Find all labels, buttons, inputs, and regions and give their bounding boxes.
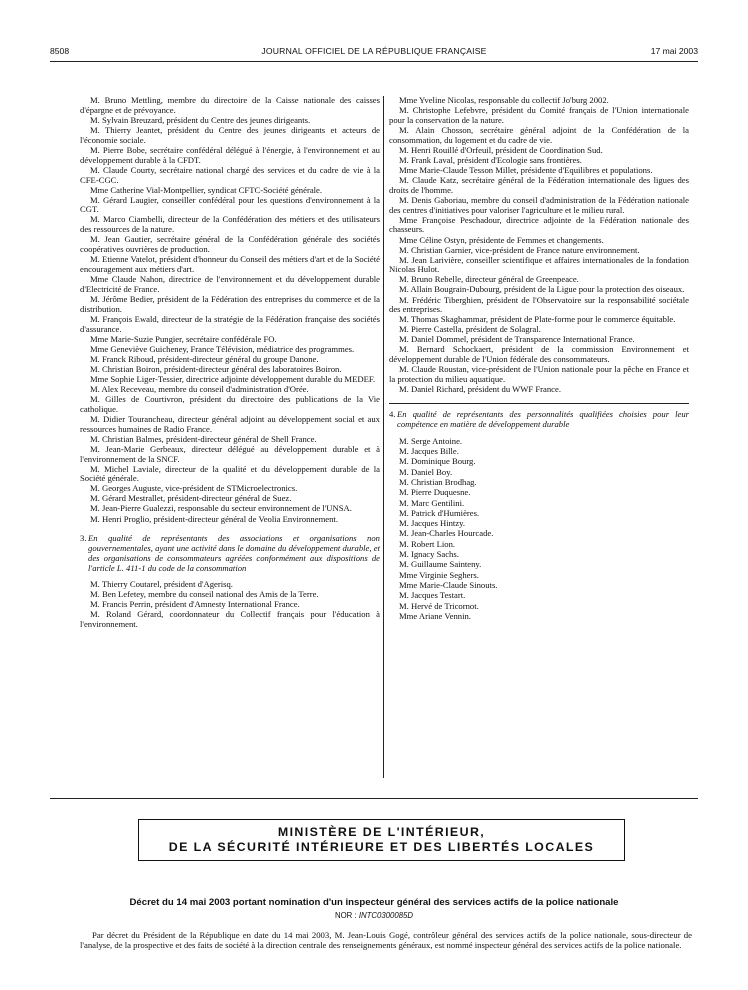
qualified-person: M. Daniel Boy.	[399, 466, 453, 477]
appointee-entry: M. Christophe Lefebvre, président du Comité français de l'Union internationale pour la conservation de la nature.	[389, 105, 689, 125]
appointee-entry: Mme Marie-Suzie Pungier, secrétaire confédérale FO.	[90, 333, 277, 344]
appointee-entry: M. Jean Larivière, conseiller scientifique et affaires internationales de la fondation Nicolas Hulot.	[389, 254, 689, 275]
qualified-person: M. Patrick d'Humières.	[399, 507, 480, 518]
decree-body: Par décret du Président de la République en date du 14 mai 2003, M. Jean-Louis Gogé, contrôleur général des services actifs de la police nationale, sous-directeur de l'analyse, de la prospective et des faits de société à la direction centrale des renseignements généraux, est nommé inspecteur général des services actifs de la police nationale.	[80, 930, 692, 951]
column-divider	[383, 96, 384, 778]
nor-reference	[50, 911, 698, 920]
section-4-rule	[389, 403, 689, 404]
section-3-heading	[80, 534, 380, 573]
footer-rule	[50, 798, 698, 799]
appointee-entry: Mme Geneviève Guicheney, France Télévision, médiatrice des programmes.	[90, 343, 355, 354]
appointee-entry: M. Frank Laval, président d'Ecologie sans frontières.	[399, 154, 582, 165]
nor-code: INTC0300085D	[358, 911, 414, 920]
appointee-entry: M. Jean-Marie Gerbeaux, directeur délégué au développement durable et à l'environnement de la SNCF.	[80, 443, 380, 464]
ministry-line-2: DE LA SÉCURITÉ INTÉRIEURE ET DES LIBERTÉS LOCALES	[168, 840, 595, 854]
appointee-entry: Mme Claude Nahon, directrice de l'environnement et du développement durable d'Electricité de France.	[80, 274, 380, 294]
appointee-entry: M. Ben Lefetey, membre du conseil national des Amis de la Terre.	[90, 588, 319, 599]
appointee-entry: M. Christian Garnier, vice-président de France nature environnement.	[399, 244, 640, 255]
appointee-entry: M. Gilles de Courtivron, président du directoire des publications de la Vie catholique.	[80, 393, 380, 414]
appointee-entry: M. Thierry Coutarel, président d'Agerisq.	[90, 578, 233, 589]
qualified-person: M. Hervé de Tricornot.	[399, 600, 479, 611]
appointee-entry: M. Denis Gaboriau, membre du conseil d'administration de la Fédération nationale des centres d'initiatives pour valoriser l'agriculture et le milieu rural.	[389, 194, 689, 215]
section-4-name-list	[389, 436, 689, 621]
appointee-entry: M. Thierry Jeantet, président du Centre des jeunes dirigeants et acteurs de l'économie sociale.	[80, 124, 380, 145]
section-3-text: En qualité de représentants des associations et organisations non gouvernementales, ayant une activité dans le domaine du développement durable, et des organisations de consommateurs agréées conformément aux dispositions de l'article L. 411-1 du code de la consommation	[88, 533, 380, 573]
header-rule	[50, 61, 698, 62]
appointee-entry: M. Jean-Pierre Gualezzi, responsable du secteur environnement de l'UNSA.	[90, 503, 352, 514]
appointee-entry: Mme Catherine Vial-Montpellier, syndicat CFTC-Société générale.	[90, 184, 323, 195]
appointee-entry: M. Etienne Vatelot, président d'honneur du Conseil des métiers d'art et de la Société encouragement aux métiers d'art.	[80, 254, 380, 275]
appointee-entry: M. Henri Rouillé d'Orfeuil, président de Coordination Sud.	[399, 144, 603, 155]
section-3-number: 3.	[80, 533, 87, 544]
appointee-entry: M. Claude Roustan, vice-président de l'Union nationale pour la pêche en France et la protection du milieu aquatique.	[389, 364, 689, 385]
qualified-person: M. Jean-Charles Hourcade.	[399, 528, 494, 539]
right-entry-list	[389, 96, 689, 395]
right-column	[389, 96, 689, 621]
appointee-entry: Mme Marie-Claude Tesson Millet, présidente d'Equilibres et populations.	[399, 164, 653, 175]
appointee-entry: M. Claude Katz, secrétaire général de la Fédération internationale des ligues des droits de l'homme.	[389, 174, 689, 195]
decree-title: Décret du 14 mai 2003 portant nomination d'un inspecteur général des services actifs de la police nationale	[129, 897, 619, 908]
appointee-entry: M. Jean Gautier, secrétaire général de la Confédération générale des sociétés coopératives ouvrières de production.	[80, 234, 380, 255]
appointee-entry: M. François Ewald, directeur de la stratégie de la Fédération française des sociétés d'assurance.	[80, 313, 380, 334]
appointee-entry: M. Allain Bougrain-Dubourg, président de la Ligue pour la protection des oiseaux.	[399, 284, 685, 295]
appointee-entry: M. Daniel Richard, président du WWF France.	[399, 384, 561, 395]
appointee-entry: M. Sylvain Breuzard, président du Centre des jeunes dirigeants.	[90, 114, 311, 125]
appointee-entry: M. Bernard Schockaert, président de la commission Environnement et développement durable de l'Union fédérale des consommateurs.	[389, 344, 689, 365]
qualified-person: M. Guillaume Sainteny.	[399, 559, 482, 570]
appointee-entry: M. Marco Ciambelli, directeur de la Confédération des métiers et des utilisateurs des ressources de la nature.	[80, 214, 380, 235]
appointee-entry: M. Francis Perrin, président d'Amnesty International France.	[90, 598, 300, 609]
ministry-box	[138, 819, 625, 861]
appointee-entry: M. Georges Auguste, vice-président de STMicroelectronics.	[90, 483, 298, 494]
appointee-entry: M. Christian Balmes, président-directeur général de Shell France.	[90, 433, 317, 444]
page-number: 8508	[50, 46, 70, 56]
section-4-text: En qualité de représentants des personnalités qualifiées choisies pour leur compétence en matière de développement durable	[397, 409, 689, 429]
left-column	[80, 96, 380, 630]
qualified-person: M. Pierre Duquesne.	[399, 487, 471, 498]
appointee-entry: M. Franck Riboud, président-directeur général du groupe Danone.	[90, 353, 319, 364]
ministry-line-1: MINISTÈRE DE L'INTÉRIEUR,	[277, 825, 486, 839]
page-header	[50, 46, 698, 60]
appointee-entry: M. Pierre Castella, président de Solagral.	[399, 324, 541, 335]
qualified-person: M. Jacques Bille.	[399, 446, 459, 457]
qualified-person: Mme Marie-Claude Sinouts.	[399, 579, 498, 590]
qualified-person: Mme Virginie Seghers.	[399, 569, 479, 580]
appointee-entry: M. Henri Proglio, président-directeur général de Veolia Environnement.	[90, 513, 338, 524]
section-4-heading	[389, 410, 689, 430]
appointee-entry: Mme Yveline Nicolas, responsable du collectif Jo'burg 2002.	[399, 95, 609, 105]
appointee-entry: M. Thomas Skaghammar, président de Plate-forme pour le commerce équitable.	[399, 314, 676, 325]
appointee-entry: M. Claude Courty, secrétaire national chargé des services et du cadre de vie à la CFE-CGC.	[80, 164, 380, 185]
qualified-person: M. Ignacy Sachs.	[399, 549, 459, 560]
qualified-person: M. Dominique Bourg.	[399, 456, 476, 467]
qualified-person: M. Robert Lion.	[399, 538, 456, 549]
appointee-entry: Mme Françoise Peschadour, directrice adjointe de la Fédération nationale des chasseurs.	[389, 214, 689, 235]
appointee-entry: M. Alain Chosson, secrétaire général adjoint de la Confédération de la consommation, du logement et du cadre de vie.	[389, 124, 689, 145]
appointee-entry: M. Alex Receveau, membre du conseil d'administration d'Orée.	[90, 383, 309, 394]
appointee-entry: Mme Céline Ostyn, présidente de Femmes et changements.	[399, 234, 604, 245]
appointee-entry: M. Roland Gérard, coordonnateur du Collectif français pour l'éducation à l'environnement.	[80, 608, 380, 629]
journal-title: JOURNAL OFFICIEL DE LA RÉPUBLIQUE FRANÇAISE	[261, 46, 487, 56]
appointee-entry: M. Daniel Dommel, président de Transparence International France.	[399, 334, 635, 345]
nor-label: NOR :	[334, 911, 357, 920]
section-3-entry-list	[80, 580, 380, 630]
issue-date: 17 mai 2003	[650, 46, 698, 56]
qualified-person: M. Christian Brodhag.	[399, 476, 477, 487]
section-4-number: 4.	[389, 409, 396, 420]
qualified-person: Mme Ariane Vennin.	[399, 610, 471, 621]
qualified-person: M. Jacques Hintzy.	[399, 518, 466, 529]
appointee-entry: M. Pierre Bobe, secrétaire confédéral délégué à l'énergie, à l'environnement et au développement durable à la CFDT.	[80, 144, 380, 165]
left-entry-list	[80, 96, 380, 524]
qualified-person: M. Jacques Testart.	[399, 590, 466, 601]
appointee-entry: M. Gérard Laugier, conseiller confédéral pour les questions d'environnement à la CGT.	[80, 194, 380, 215]
appointee-entry: M. Gérard Mestrallet, président-directeur général de Suez.	[90, 493, 292, 504]
appointee-entry: M. Didier Tourancheau, directeur général adjoint au développement social et aux ressources humaines de Radio France.	[80, 413, 380, 434]
appointee-entry: M. Jérôme Bedier, président de la Fédération des entreprises du commerce et de la distribution.	[80, 293, 380, 314]
qualified-person: M. Marc Gentilini.	[399, 497, 465, 508]
appointee-entry: Mme Sophie Liger-Tessier, directrice adjointe développement durable du MEDEF.	[90, 373, 376, 384]
appointee-entry: M. Christian Boiron, président-directeur général des laboratoires Boiron.	[90, 363, 342, 374]
appointee-entry: M. Frédéric Tiberghien, président de l'Observatoire sur la responsabilité sociétale des entreprises.	[389, 294, 689, 315]
qualified-person: M. Serge Antoine.	[399, 435, 463, 446]
appointee-entry: M. Bruno Rebelle, directeur général de Greenpeace.	[399, 274, 579, 285]
appointee-entry: M. Michel Laviale, directeur de la qualité et du développement durable de la Société générale.	[80, 463, 380, 484]
appointee-entry: M. Bruno Mettling, membre du directoire de la Caisse nationale des caisses d'épargne et de prévoyance.	[80, 95, 380, 115]
